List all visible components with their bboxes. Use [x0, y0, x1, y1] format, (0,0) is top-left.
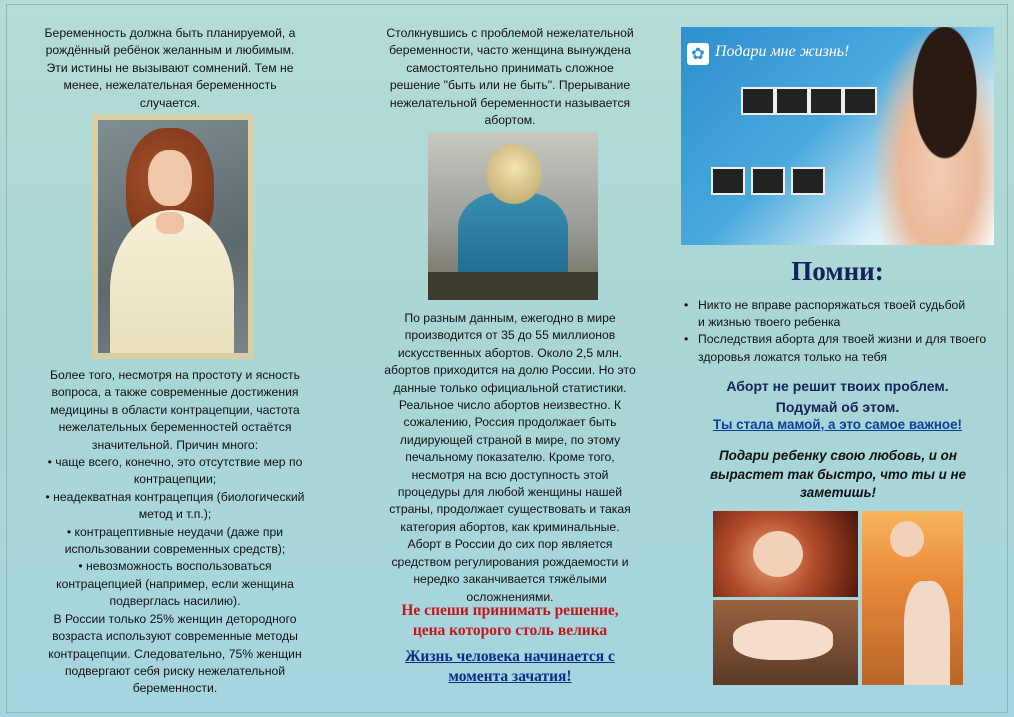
you-became-mom: Ты стала мамой, а это самое важное! — [712, 417, 962, 432]
ultrasound-scan-icon — [711, 167, 745, 195]
text-line: печальному показателю. Кроме того, — [405, 450, 615, 465]
text-line: Никто не вправе распоряжаться твоей судьбой — [698, 298, 966, 312]
remember-heading: Помни: — [791, 256, 884, 286]
text-line: процедуры для любой женщины нашей — [397, 485, 623, 500]
bullet-item: использовании современных средств); — [64, 542, 286, 557]
text-line: По разным данным, ежегодно в мире — [404, 311, 616, 325]
text-line: абортов приходится на долю России. Но это — [384, 363, 636, 378]
text-line: нежелательных беременностей остаётся — [58, 420, 292, 435]
ultrasound-scan-icon — [791, 167, 825, 195]
bullet-item: контрацепции; — [133, 472, 217, 487]
ultrasound-scan-icon — [741, 87, 775, 115]
text-line: категория абортов, как криминальные. — [400, 519, 620, 534]
text-line: беременности. — [132, 681, 218, 696]
banner-title: Подари мне жизнь! — [715, 43, 850, 60]
text-line: заметишь! — [799, 485, 877, 500]
mother-and-baby-image — [871, 27, 994, 245]
remember-list — [684, 297, 1004, 366]
sleeping-baby-photo — [713, 600, 858, 685]
bullet-item: подверглась насилию). — [109, 594, 241, 609]
bullet-icon: • — [684, 298, 689, 312]
text-line: рождённый ребёнок желанным и любимым. — [45, 43, 295, 58]
col2-body — [360, 310, 660, 606]
text-line: нередко заканчивается тяжёлыми — [413, 572, 607, 587]
text-line: данные только официальной статистики. — [393, 380, 627, 395]
text-line: вырастет так быстро, что ты и не — [709, 466, 967, 482]
text-line: абортом. — [484, 113, 536, 128]
fetus-photo — [713, 511, 858, 597]
love-quote — [702, 447, 974, 503]
red-warning-message — [360, 601, 660, 641]
text-line: Эти истины не вызывают сомнений. Тем не — [46, 60, 294, 75]
abortion-wont-solve: Аборт не решит твоих проблем. — [726, 378, 949, 394]
text-line: средством регулирования рождаемости и — [391, 554, 629, 569]
bullet-item: метод и т.п.); — [138, 507, 212, 522]
text-line: беременности, часто женщина вынуждена — [389, 43, 631, 58]
think-about-it: Подумай об этом. — [775, 399, 900, 415]
text-line: цена которого столь велика — [412, 622, 608, 639]
text-line: Жизнь человека начинается с — [405, 648, 615, 665]
text-line: Подари ребенку свою любовь, и он — [719, 448, 957, 463]
ultrasound-scan-icon — [751, 167, 785, 195]
text-line: случается. — [139, 95, 201, 110]
text-line: лидирующей страной в мире, по этому — [399, 432, 621, 447]
text-line: В России только 25% женщин детородного — [53, 611, 297, 626]
mother-child-sunset-photo — [862, 511, 963, 685]
list-item — [684, 297, 1004, 331]
text-line: контрацепции. Следовательно, 75% женщин — [48, 646, 302, 661]
text-line: Беременность должна быть планируемой, а — [44, 26, 296, 40]
bullet-item: • невозможность воспользоваться — [78, 559, 272, 574]
text-line: искусственных абортов. Около 2,5 млн. — [397, 345, 623, 360]
sad-woman-photo — [428, 132, 598, 300]
text-line: значительной. Причин много: — [91, 437, 259, 452]
bullet-icon: • — [684, 332, 689, 347]
blue-life-message — [360, 647, 660, 687]
text-line: вопроса, а также современные достижения — [51, 385, 299, 400]
bullet-item: контрацепцией (например, если женщина — [56, 576, 294, 591]
text-line: страны, продолжает существовать и такая — [389, 502, 631, 517]
text-line: медицины в области контрацепции, частота — [50, 402, 300, 417]
give-me-life-banner — [681, 27, 994, 245]
text-line: Не спеши принимать решение, — [401, 602, 619, 619]
bullet-item: • чаще всего, конечно, это отсутствие мер по — [47, 455, 303, 470]
text-line: решение "быть или не быть". Прерывание — [389, 78, 631, 93]
flower-icon: ✿ — [687, 43, 709, 65]
text-line: самостоятельно принимать сложное — [406, 60, 614, 75]
col1-body — [20, 367, 330, 698]
text-line: и жизнью твоего ребенка — [698, 315, 841, 330]
pregnant-woman-photo — [92, 114, 254, 359]
text-line: момента зачатия! — [448, 668, 572, 685]
text-line: Более того, несмотря на простоту и ясность — [50, 368, 300, 382]
col2-intro — [360, 25, 660, 129]
text-line: возраста используют современные методы — [52, 629, 298, 644]
list-item — [684, 331, 1004, 365]
text-line: производится от 35 до 55 миллионов — [404, 328, 616, 343]
text-line: сожалению, Россия продолжает быть — [403, 415, 617, 430]
ultrasound-scan-icon — [775, 87, 809, 115]
bullet-item: • контрацептивные неудачи (даже при — [66, 524, 284, 539]
text-line: подвергают себя риску нежелательной — [64, 663, 286, 678]
text-line: несмотря на всю доступность этой — [411, 467, 609, 482]
text-line: здоровья ложатся только на тебя — [698, 349, 887, 364]
text-line: Последствия аборта для твоей жизни и для твоего — [698, 332, 987, 347]
col1-intro — [20, 25, 320, 112]
text-line: нежелательной беременности называется — [389, 95, 631, 110]
ultrasound-scan-icon — [809, 87, 843, 115]
bullet-item: • неадекватная контрацепция (биологический — [45, 489, 305, 504]
text-line: менее, нежелательная беременность — [63, 78, 277, 93]
text-line: Аборт в России до сих пор является — [407, 537, 613, 552]
text-line: Столкнувшись с проблемой нежелательной — [386, 26, 634, 40]
text-line: Реальное число абортов неизвестно. К — [398, 398, 622, 413]
text-line: осложнениями. — [466, 589, 554, 604]
